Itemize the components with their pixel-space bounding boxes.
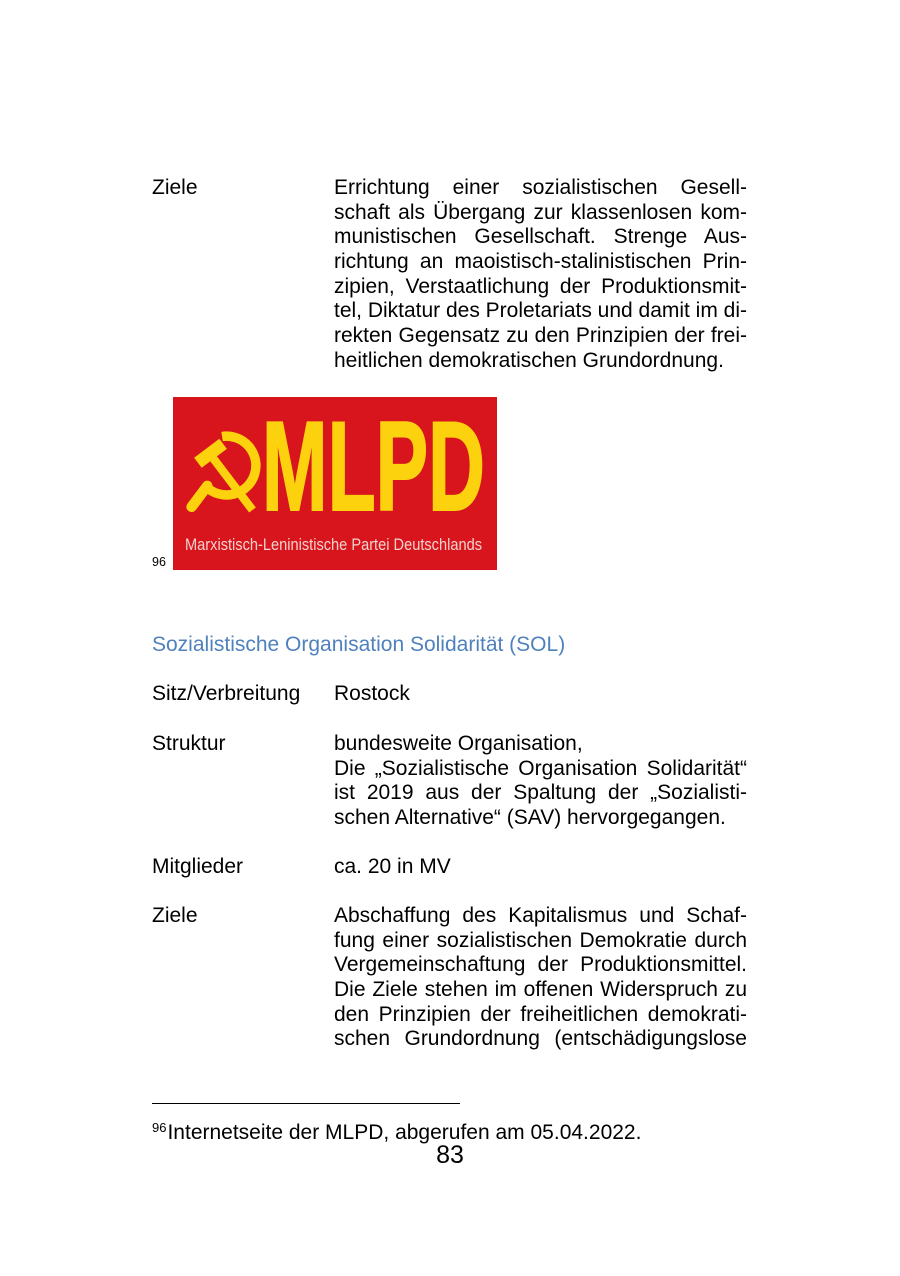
text-line: Abschaffung des Kapitalismus und Schaf- [334, 904, 747, 927]
section-heading: Sozialistische Organisation Solidarität (SOL) [152, 633, 566, 656]
text-line: zipien, Verstaatlichung der Produktionsmit- [334, 274, 747, 298]
text-line: schen Grundordnung (entschädigungslose [334, 1027, 747, 1051]
mlpd-goals-label: Ziele [152, 176, 198, 199]
text-line: Rostock [334, 682, 410, 705]
text-line: bundesweite Organisation, [334, 732, 583, 755]
text-line: fung einer sozialistischen Demokratie durch [334, 928, 747, 952]
seat-value [334, 682, 747, 707]
mlpd-logo [173, 397, 497, 570]
members-label: Mitglieder [152, 855, 244, 878]
text-line: Die „Sozialistische Organisation Solidarität“ [334, 756, 747, 780]
text-line: ist 2019 aus der Spaltung der „Sozialisti- [334, 781, 747, 805]
logo-title: MLPD [262, 395, 485, 537]
text-line: Die Ziele stehen im offenen Widerspruch zu [334, 977, 747, 1001]
logo-footnote-marker: 96 [152, 555, 166, 569]
mlpd-goals-text [334, 176, 747, 373]
text-line: Errichtung einer sozialistischen Gesell- [334, 176, 747, 199]
text-line: heitlichen demokratischen Grundordnung. [334, 348, 724, 372]
logo-subtitle: Marxistisch-Leninistische Partei Deutschlands [185, 535, 482, 554]
structure-label: Struktur [152, 732, 226, 755]
members-value [334, 855, 747, 880]
text-line: Vergemeinschaftung der Produktionsmittel. [334, 953, 747, 977]
text-line: munistischen Gesellschaft. Strenge Aus- [334, 225, 747, 249]
text-line: schen Alternative“ (SAV) hervorgegangen. [334, 805, 726, 829]
seat-label: Sitz/Verbreitung [152, 682, 301, 705]
structure-value [334, 732, 747, 831]
sol-goals-text [334, 904, 747, 1052]
text-line: ca. 20 in MV [334, 855, 451, 878]
text-line: tel, Diktatur des Proletariats und damit im di- [334, 299, 747, 323]
sol-goals-label: Ziele [152, 904, 198, 927]
mlpd-logo-graphic [173, 397, 497, 570]
text-line: den Prinzipien der freiheitlichen demokrati- [334, 1002, 747, 1026]
page-number: 83 [436, 1141, 464, 1169]
footnote-marker: 96 [152, 1120, 167, 1135]
text-line: richtung an maoistisch-stalinistischen Prin- [334, 249, 747, 273]
text-line: schaft als Übergang zur klassenlosen kom- [334, 200, 747, 224]
footnote-separator [152, 1103, 460, 1104]
footnote-text: Internetseite der MLPD, abgerufen am 05.04.2022. [167, 1121, 642, 1144]
text-line: rekten Gegensatz zu den Prinzipien der frei- [334, 323, 747, 347]
